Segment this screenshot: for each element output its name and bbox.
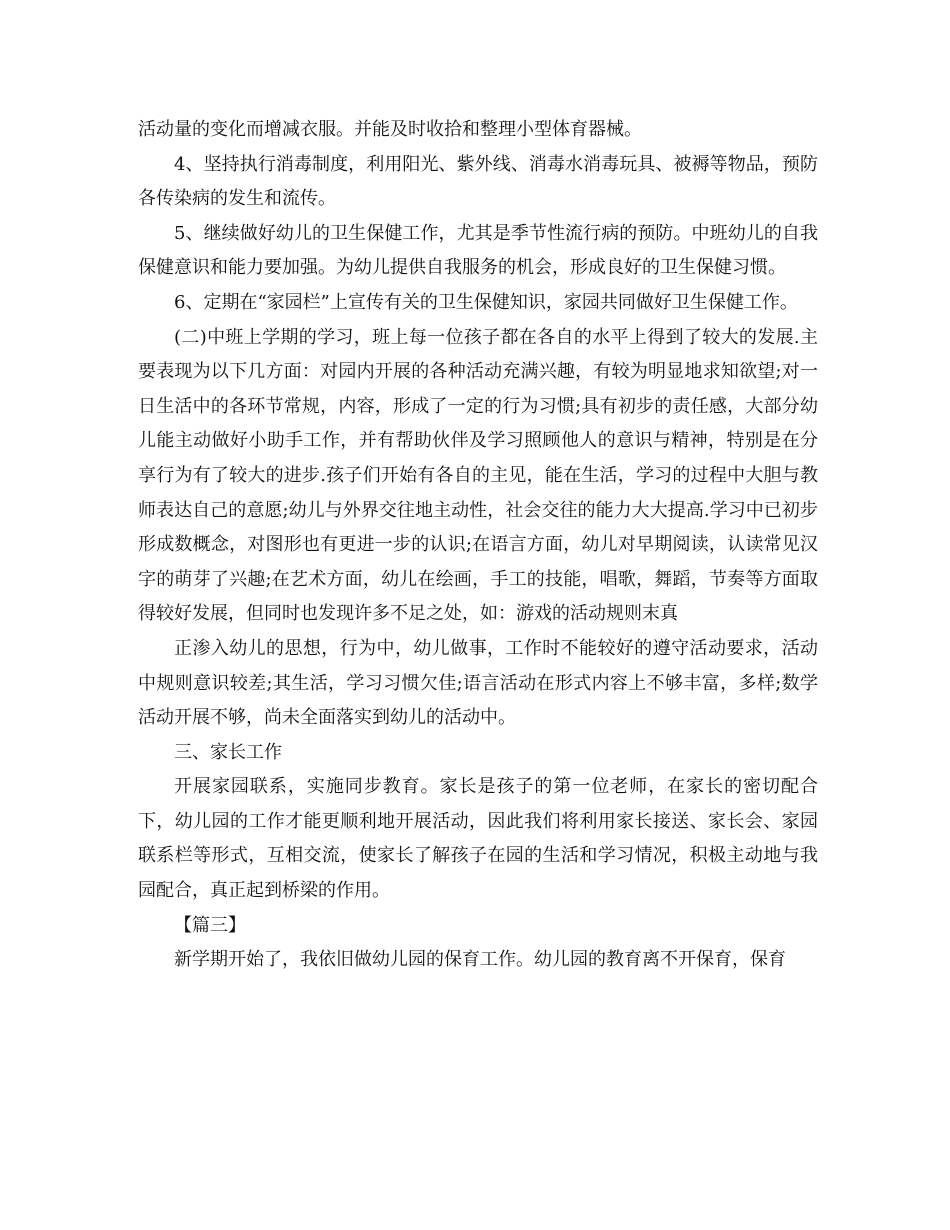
- document-body: [138, 113, 818, 978]
- section-heading-part-three: 【篇三】: [174, 914, 246, 936]
- paragraph-part-three: 新学期开始了，我依旧做幼儿园的保育工作。幼儿园的教育离不开保育，保育: [174, 949, 786, 971]
- paragraph-continuation: 活动量的变化而增减衣服。并能及时收拾和整理小型体育器械。: [138, 119, 642, 140]
- section-heading-parent-work: 三、家长工作: [174, 741, 282, 763]
- paragraph-item-4: 4、坚持执行消毒制度，利用阳光、紫外线、消毒水消毒玩具、被褥等物品，预防各传染病的发生和流传。: [138, 153, 818, 210]
- paragraph-item-5: 5、继续做好幼儿的卫生保健工作，尤其是季节性流行病的预防。中班幼儿的自我保健意识和能力要加强。为幼儿提供自我服务的机会，形成良好的卫生保健习惯。: [138, 222, 818, 279]
- paragraph-parent-work: 开展家园联系，实施同步教育。家长是孩子的第一位老师，在家长的密切配合下，幼儿园的工作才能更顺利地开展活动，因此我们将利用家长接送、家长会、家园联系栏等形式，互相交流，使家长了解孩子在园的生活和学习情况，积极主动地与我园配合，真正起到桥梁的作用。: [138, 776, 818, 902]
- paragraph-section-2: (二)中班上学期的学习，班上每一位孩子都在各自的水平上得到了较大的发展.主要表现为以下几方面：对园内开展的各种活动充满兴趣，有较为明显地求知欲望;对一日生活中的各环节常规，内容，形成了一定的行为习惯;具有初步的责任感，大部分幼儿能主动做好小助手工作，并有帮助伙伴及学习照顾他人的意识与精神，特别是在分享行为有了较大的进步.孩子们开始有各自的主见，能在生活，学习的过程中大胆与教师表达自己的意愿;幼儿与外界交往地主动性，社会交往的能力大大提高.学习中已初步形成数概念，对图形也有更进一步的认识;在语言方面，幼儿对早期阅读，认读常见汉字的萌芽了兴趣;在艺术方面，幼儿在绘画，手工的技能，唱歌，舞蹈，节奏等方面取得较好发展，但同时也发现许多不足之处，如：游戏的活动规则末真: [138, 326, 818, 625]
- paragraph-section-2-continued: 正渗入幼儿的思想，行为中，幼儿做事，工作时不能较好的遵守活动要求，活动中规则意识较差;其生活，学习习惯欠佳;语言活动在形式内容上不够丰富，多样;数学活动开展不够，尚未全面落实到幼儿的活动中。: [138, 637, 818, 729]
- paragraph-item-6: 6、定期在“家园栏”上宣传有关的卫生保健知识，家园共同做好卫生保健工作。: [174, 291, 798, 313]
